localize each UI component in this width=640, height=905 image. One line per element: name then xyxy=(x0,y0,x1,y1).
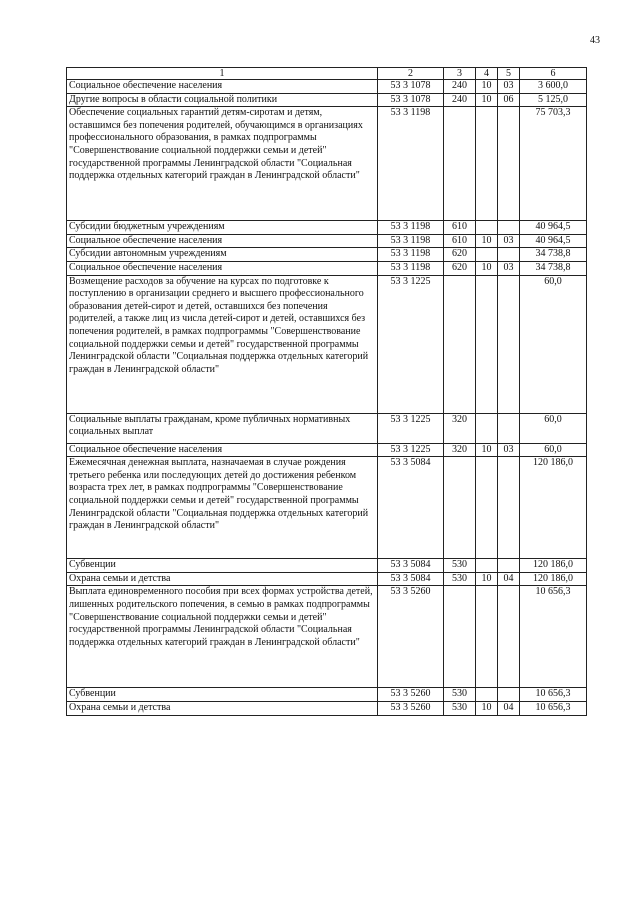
row-section-cell: 10 xyxy=(476,443,498,457)
row-section-cell: 10 xyxy=(476,93,498,107)
row-name-cell: Охрана семьи и детства xyxy=(67,572,378,586)
row-expense-type-cell: 530 xyxy=(444,559,476,573)
column-header-4: 4 xyxy=(476,68,498,80)
row-subsection-cell xyxy=(498,559,520,573)
row-code-cell: 53 3 1198 xyxy=(378,107,444,221)
table-row xyxy=(67,572,587,586)
row-expense-type-cell: 240 xyxy=(444,93,476,107)
row-amount-cell: 60,0 xyxy=(520,413,587,443)
row-expense-type-cell xyxy=(444,457,476,559)
row-expense-type-cell: 320 xyxy=(444,413,476,443)
row-section-cell xyxy=(476,457,498,559)
row-amount-cell: 10 656,3 xyxy=(520,586,587,688)
row-name-cell: Возмещение расходов за обучение на курсах по подготовке к поступлению в организации среднего и высшего профессионального образования детей-сирот и детей, оставшихся без попечения родителей, а также лиц из числа детей-сирот и детей, оставшихся без попечения родителей, в рамках подпрограммы "Совершенствование социальной поддержки семьи и детей" государственной программы Ленинградской области "Социальная поддержка отдельных категорий граждан в Ленинградской области" xyxy=(67,275,378,413)
row-expense-type-cell: 620 xyxy=(444,261,476,275)
row-subsection-cell: 03 xyxy=(498,261,520,275)
table-row xyxy=(67,221,587,235)
table-row xyxy=(67,107,587,221)
row-amount-cell: 34 738,8 xyxy=(520,261,587,275)
column-header-1: 1 xyxy=(67,68,378,80)
row-subsection-cell xyxy=(498,275,520,413)
row-subsection-cell xyxy=(498,413,520,443)
table-row xyxy=(67,261,587,275)
row-name-cell: Социальные выплаты гражданам, кроме публичных нормативных социальных выплат xyxy=(67,413,378,443)
row-section-cell: 10 xyxy=(476,261,498,275)
table-row xyxy=(67,93,587,107)
row-code-cell: 53 3 1198 xyxy=(378,234,444,248)
column-header-6: 6 xyxy=(520,68,587,80)
row-amount-cell: 120 186,0 xyxy=(520,457,587,559)
row-code-cell: 53 3 1198 xyxy=(378,221,444,235)
row-name-cell: Выплата единовременного пособия при всех формах устройства детей, лишенных родительского попечения, в семью в рамках подпрограммы "Совершенствование социальной поддержки семьи и детей" государственной программы Ленинградской области "Социальная поддержка отдельных категорий граждан в Ленинградской области" xyxy=(67,586,378,688)
row-section-cell xyxy=(476,275,498,413)
row-section-cell xyxy=(476,688,498,702)
table-header-row xyxy=(67,68,587,80)
row-amount-cell: 10 656,3 xyxy=(520,688,587,702)
column-header-2: 2 xyxy=(378,68,444,80)
table-row xyxy=(67,275,587,413)
row-code-cell: 53 3 5260 xyxy=(378,701,444,715)
row-amount-cell: 120 186,0 xyxy=(520,559,587,573)
row-subsection-cell: 03 xyxy=(498,80,520,94)
row-expense-type-cell: 620 xyxy=(444,248,476,262)
row-amount-cell: 120 186,0 xyxy=(520,572,587,586)
row-subsection-cell: 04 xyxy=(498,701,520,715)
row-subsection-cell xyxy=(498,688,520,702)
table-row xyxy=(67,457,587,559)
row-code-cell: 53 3 1078 xyxy=(378,80,444,94)
row-amount-cell: 40 964,5 xyxy=(520,234,587,248)
row-expense-type-cell xyxy=(444,586,476,688)
row-subsection-cell xyxy=(498,248,520,262)
row-subsection-cell xyxy=(498,107,520,221)
row-expense-type-cell: 530 xyxy=(444,701,476,715)
row-subsection-cell: 03 xyxy=(498,443,520,457)
row-section-cell xyxy=(476,559,498,573)
row-section-cell xyxy=(476,413,498,443)
row-expense-type-cell: 530 xyxy=(444,688,476,702)
row-subsection-cell: 03 xyxy=(498,234,520,248)
row-code-cell: 53 3 1078 xyxy=(378,93,444,107)
row-code-cell: 53 3 5084 xyxy=(378,572,444,586)
budget-table xyxy=(66,67,587,716)
row-subsection-cell xyxy=(498,457,520,559)
row-name-cell: Охрана семьи и детства xyxy=(67,701,378,715)
row-section-cell xyxy=(476,107,498,221)
row-subsection-cell xyxy=(498,221,520,235)
row-expense-type-cell: 530 xyxy=(444,572,476,586)
row-expense-type-cell: 610 xyxy=(444,221,476,235)
row-section-cell xyxy=(476,248,498,262)
row-section-cell: 10 xyxy=(476,80,498,94)
column-header-5: 5 xyxy=(498,68,520,80)
row-amount-cell: 34 738,8 xyxy=(520,248,587,262)
row-section-cell: 10 xyxy=(476,234,498,248)
table-row xyxy=(67,234,587,248)
row-amount-cell: 10 656,3 xyxy=(520,701,587,715)
row-name-cell: Социальное обеспечение населения xyxy=(67,261,378,275)
row-section-cell xyxy=(476,586,498,688)
row-name-cell: Социальное обеспечение населения xyxy=(67,234,378,248)
row-subsection-cell xyxy=(498,586,520,688)
row-expense-type-cell xyxy=(444,275,476,413)
row-expense-type-cell xyxy=(444,107,476,221)
table-row xyxy=(67,586,587,688)
row-name-cell: Субвенции xyxy=(67,688,378,702)
row-subsection-cell: 06 xyxy=(498,93,520,107)
row-code-cell: 53 3 1225 xyxy=(378,275,444,413)
column-header-3: 3 xyxy=(444,68,476,80)
row-section-cell xyxy=(476,221,498,235)
row-section-cell: 10 xyxy=(476,701,498,715)
row-code-cell: 53 3 1198 xyxy=(378,261,444,275)
row-section-cell: 10 xyxy=(476,572,498,586)
row-amount-cell: 40 964,5 xyxy=(520,221,587,235)
table-row xyxy=(67,413,587,443)
row-amount-cell: 3 600,0 xyxy=(520,80,587,94)
row-code-cell: 53 3 5260 xyxy=(378,688,444,702)
row-name-cell: Другие вопросы в области социальной политики xyxy=(67,93,378,107)
row-code-cell: 53 3 1225 xyxy=(378,443,444,457)
row-name-cell: Социальное обеспечение населения xyxy=(67,80,378,94)
table-row xyxy=(67,688,587,702)
row-code-cell: 53 3 5084 xyxy=(378,559,444,573)
row-amount-cell: 60,0 xyxy=(520,275,587,413)
row-expense-type-cell: 240 xyxy=(444,80,476,94)
row-code-cell: 53 3 1225 xyxy=(378,413,444,443)
row-amount-cell: 5 125,0 xyxy=(520,93,587,107)
row-subsection-cell: 04 xyxy=(498,572,520,586)
table-row xyxy=(67,248,587,262)
row-expense-type-cell: 320 xyxy=(444,443,476,457)
row-name-cell: Субсидии бюджетным учреждениям xyxy=(67,221,378,235)
row-expense-type-cell: 610 xyxy=(444,234,476,248)
row-code-cell: 53 3 5084 xyxy=(378,457,444,559)
page-number: 43 xyxy=(590,35,600,46)
row-code-cell: 53 3 5260 xyxy=(378,586,444,688)
table-row xyxy=(67,80,587,94)
row-name-cell: Ежемесячная денежная выплата, назначаемая в случае рождения третьего ребенка или последующих детей до достижения ребенком возраста трех лет, в рамках подпрограммы "Совершенствование социальной поддержки семьи и детей" государственной программы Ленинградской области "Социальная поддержка отдельных категорий граждан в Ленинградской области" xyxy=(67,457,378,559)
table-row xyxy=(67,559,587,573)
row-amount-cell: 60,0 xyxy=(520,443,587,457)
row-name-cell: Субвенции xyxy=(67,559,378,573)
row-code-cell: 53 3 1198 xyxy=(378,248,444,262)
row-name-cell: Социальное обеспечение населения xyxy=(67,443,378,457)
table-row xyxy=(67,443,587,457)
row-amount-cell: 75 703,3 xyxy=(520,107,587,221)
row-name-cell: Субсидии автономным учреждениям xyxy=(67,248,378,262)
row-name-cell: Обеспечение социальных гарантий детям-сиротам и детям, оставшимся без попечения родителей, обучающимся в организациях профессионального образования, в рамках подпрограммы "Совершенствование социальной поддержки семьи и детей" государственной программы Ленинградской области "Социальная поддержка отдельных категорий граждан в Ленинградской области" xyxy=(67,107,378,221)
table-row xyxy=(67,701,587,715)
